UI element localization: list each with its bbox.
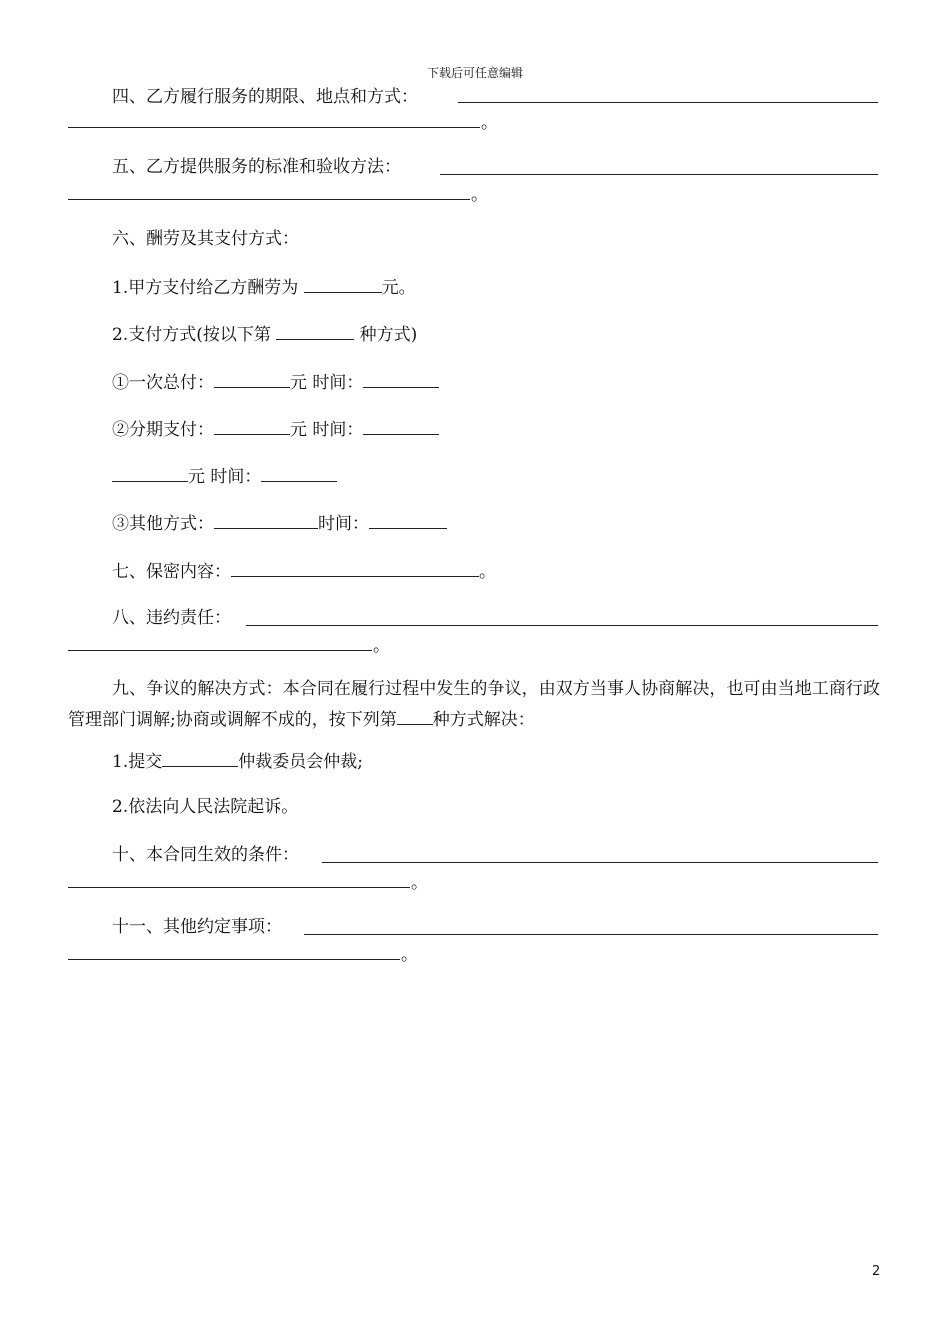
item9-text: 九、争议的解决方式：本合同在履行过程中发生的争议，由双方当事人协商解决，也可由当地工商行政管理部门调解;协商或调解不成的，按下列第 xyxy=(68,679,880,730)
item7-blank xyxy=(231,559,479,577)
item10-label: 十、本合同生效的条件： xyxy=(112,845,299,865)
opt3-method-blank xyxy=(214,511,318,529)
item8-blank-2 xyxy=(68,650,372,651)
item5-label: 五、乙方提供服务的标准和验收方法： xyxy=(112,157,401,177)
item4-end: 。 xyxy=(481,113,498,133)
item6-opt3 xyxy=(112,511,447,535)
item6-sub2-tail: 种方式) xyxy=(354,325,418,345)
item9-sub1-text: 1.提交 xyxy=(112,752,163,772)
item9-sub2: 2.依法向人民法院起诉。 xyxy=(112,797,299,817)
item9-sub1 xyxy=(112,749,363,773)
item8-label: 八、违约责任： xyxy=(112,608,231,628)
opt1-time-label: 元 时间： xyxy=(290,373,364,393)
item6-sub1-unit: 元。 xyxy=(381,278,416,298)
item9-sub1-tail: 仲裁委员会仲裁; xyxy=(238,752,363,772)
item4-label: 四、乙方履行服务的期限、地点和方式： xyxy=(112,87,418,107)
opt2b-time-blank xyxy=(261,464,337,482)
item10-blank-2 xyxy=(68,887,410,888)
page-header: 下载后可任意编辑 xyxy=(426,66,523,80)
page-number: 2 xyxy=(872,1264,881,1279)
item6-heading: 六、酬劳及其支付方式： xyxy=(112,229,299,249)
item4-blank-2 xyxy=(68,127,480,128)
item10-blank-1 xyxy=(322,862,878,863)
item6-sub2-text: 2.支付方式(按以下第 xyxy=(112,325,277,345)
opt2-amount-blank xyxy=(214,417,290,435)
opt2-label: ②分期支付： xyxy=(112,420,214,440)
item6-opt2 xyxy=(112,417,439,441)
opt3-time-label: 时间： xyxy=(318,514,369,534)
item7-end: 。 xyxy=(479,562,496,582)
item10-end: 。 xyxy=(411,873,428,893)
opt1-label: ①一次总付： xyxy=(112,373,214,393)
item5-blank-1 xyxy=(440,174,878,175)
opt2-time-label: 元 时间： xyxy=(290,420,364,440)
item6-sub1-text: 1.甲方支付给乙方酬劳为 xyxy=(112,278,304,298)
item6-sub2 xyxy=(112,322,417,346)
item8-blank-1 xyxy=(246,625,878,626)
item5-blank-2 xyxy=(68,199,470,200)
item11-blank-2 xyxy=(68,959,400,960)
item11-label: 十一、其他约定事项： xyxy=(112,917,282,937)
item6-opt2b xyxy=(112,464,337,488)
item7-label: 七、保密内容： xyxy=(112,562,231,582)
item8-end: 。 xyxy=(373,636,390,656)
item9-tail: 种方式解决： xyxy=(432,710,535,730)
opt3-time-blank xyxy=(369,511,447,529)
item11-blank-1 xyxy=(304,934,878,935)
item9-choice-blank xyxy=(397,707,433,725)
item4-blank-1 xyxy=(458,102,878,103)
arbitration-blank xyxy=(162,749,238,767)
opt3-label: ③其他方式： xyxy=(112,514,214,534)
opt2-time-blank xyxy=(363,417,439,435)
item7 xyxy=(112,559,496,583)
amount-blank xyxy=(304,275,382,293)
item9-paragraph xyxy=(68,674,880,736)
opt2b-time-label: 元 时间： xyxy=(188,467,262,487)
method-choice-blank xyxy=(276,322,354,340)
opt2b-amount-blank xyxy=(112,464,188,482)
item11-end: 。 xyxy=(401,945,418,965)
item5-end: 。 xyxy=(471,185,488,205)
opt1-time-blank xyxy=(363,370,439,388)
item6-opt1 xyxy=(112,370,439,394)
opt1-amount-blank xyxy=(214,370,290,388)
item6-sub1 xyxy=(112,275,416,299)
